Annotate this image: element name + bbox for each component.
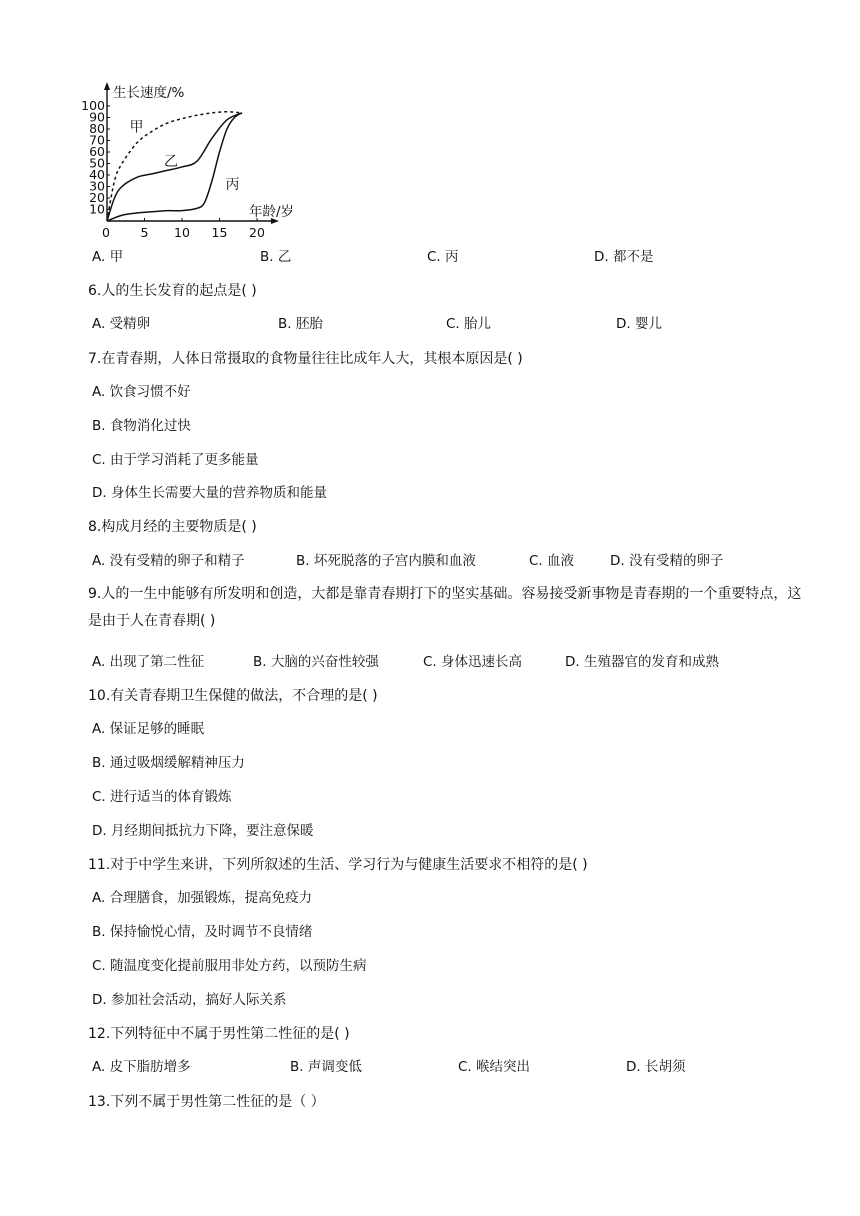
y-axis-arrow [104, 82, 110, 90]
q9-option-d[interactable]: D. 生殖器官的发育和成熟 [565, 654, 719, 670]
q9-option-b[interactable]: B. 大脑的兴奋性较强 [253, 654, 379, 670]
q10-option-a[interactable]: A. 保证足够的睡眠 [92, 721, 205, 737]
y-tick-label: 100 [81, 98, 105, 113]
q5-option-b[interactable]: B. 乙 [260, 249, 292, 265]
q6-option-b[interactable]: B. 胚胎 [278, 316, 323, 332]
q7-option-c[interactable]: C. 由于学习消耗了更多能量 [92, 452, 259, 468]
q6-option-c[interactable]: C. 胎儿 [446, 316, 492, 332]
y-tick-label: 90 [89, 109, 105, 125]
y-tick-label: 20 [89, 190, 105, 205]
series-label-1: 甲 [129, 119, 144, 136]
y-tick-label: 60 [89, 144, 105, 159]
x-tick-label: 15 [211, 225, 228, 240]
series-label-3: 丙 [225, 176, 240, 193]
q12-option-d[interactable]: D. 长胡须 [626, 1059, 686, 1075]
q8-stem: 8.构成月经的主要物质是( ) [88, 519, 257, 535]
y-tick-label: 70 [89, 132, 105, 148]
series-label-2: 乙 [164, 153, 178, 170]
q8-option-d[interactable]: D. 没有受精的卵子 [610, 553, 724, 569]
y-tick-label: 30 [89, 178, 105, 194]
q6-option-d[interactable]: D. 婴儿 [616, 316, 662, 332]
y-tick-label: 80 [89, 121, 105, 136]
x-axis-label: 年龄/岁 [249, 204, 295, 220]
q11-option-c[interactable]: C. 随温度变化提前服用非处方药，以预防生病 [92, 958, 367, 974]
q6-stem: 6.人的生长发育的起点是( ) [88, 283, 257, 299]
q9-option-a[interactable]: A. 出现了第二性征 [92, 654, 205, 670]
y-tick-label: 50 [89, 155, 105, 171]
q7-option-b[interactable]: B. 食物消化过快 [92, 418, 191, 434]
q11-option-d[interactable]: D. 参加社会活动，搞好人际关系 [92, 992, 287, 1008]
q5-option-c[interactable]: C. 丙 [427, 249, 459, 265]
growth-rate-chart [81, 80, 314, 242]
q11-stem: 11.对于中学生来讲，下列所叙述的生活、学习行为与健康生活要求不相符的是( ) [88, 857, 588, 873]
y-tick-label: 10 [89, 201, 105, 217]
q12-option-a[interactable]: A. 皮下脂肪增多 [92, 1059, 191, 1075]
q5-option-a[interactable]: A. 甲 [92, 249, 124, 265]
q5-option-d[interactable]: D. 都不是 [594, 249, 654, 265]
q11-option-a[interactable]: A. 合理膳食，加强锻炼，提高免疫力 [92, 890, 313, 906]
q9-option-c[interactable]: C. 身体迅速长高 [423, 654, 523, 670]
q8-option-c[interactable]: C. 血液 [529, 553, 575, 569]
growth-chart-svg [81, 80, 314, 242]
q8-option-b[interactable]: B. 坏死脱落的子宫内膜和血液 [296, 553, 476, 569]
q6-option-a[interactable]: A. 受精卵 [92, 316, 151, 332]
q12-option-c[interactable]: C. 喉结突出 [458, 1059, 531, 1075]
q10-option-b[interactable]: B. 通过吸烟缓解精神压力 [92, 755, 245, 771]
y-tick-label: 40 [89, 167, 105, 182]
x-tick-label: 20 [249, 225, 265, 240]
x-tick-label: 10 [174, 225, 190, 240]
q10-option-d[interactable]: D. 月经期间抵抗力下降，要注意保暖 [92, 823, 314, 839]
q10-option-c[interactable]: C. 进行适当的体育锻炼 [92, 789, 232, 805]
q10-stem: 10.有关青春期卫生保健的做法，不合理的是( ) [88, 688, 378, 704]
x-tick-label: 5 [140, 225, 149, 240]
q9-stem: 9.人的一生中能够有所发明和创造，大都是靠青春期打下的坚实基础。容易接受新事物是青春期的一个重要特点，这是由于人在青春期( ) [88, 586, 802, 629]
q7-option-a[interactable]: A. 饮食习惯不好 [92, 384, 191, 400]
y-axis-label: 生长速度/% [113, 85, 185, 101]
q12-option-b[interactable]: B. 声调变低 [290, 1059, 362, 1075]
q12-stem: 12.下列特征中不属于男性第二性征的是( ) [88, 1026, 350, 1042]
q13-stem: 13.下列不属于男性第二性征的是（ ） [88, 1094, 325, 1110]
x-tick-label: 0 [102, 225, 110, 240]
q7-option-d[interactable]: D. 身体生长需要大量的营养物质和能量 [92, 485, 327, 501]
q11-option-b[interactable]: B. 保持愉悦心情，及时调节不良情绪 [92, 924, 313, 940]
q7-stem: 7.在青春期，人体日常摄取的食物量往往比成年人大，其根本原因是( ) [88, 351, 523, 367]
q8-option-a[interactable]: A. 没有受精的卵子和精子 [92, 553, 245, 569]
